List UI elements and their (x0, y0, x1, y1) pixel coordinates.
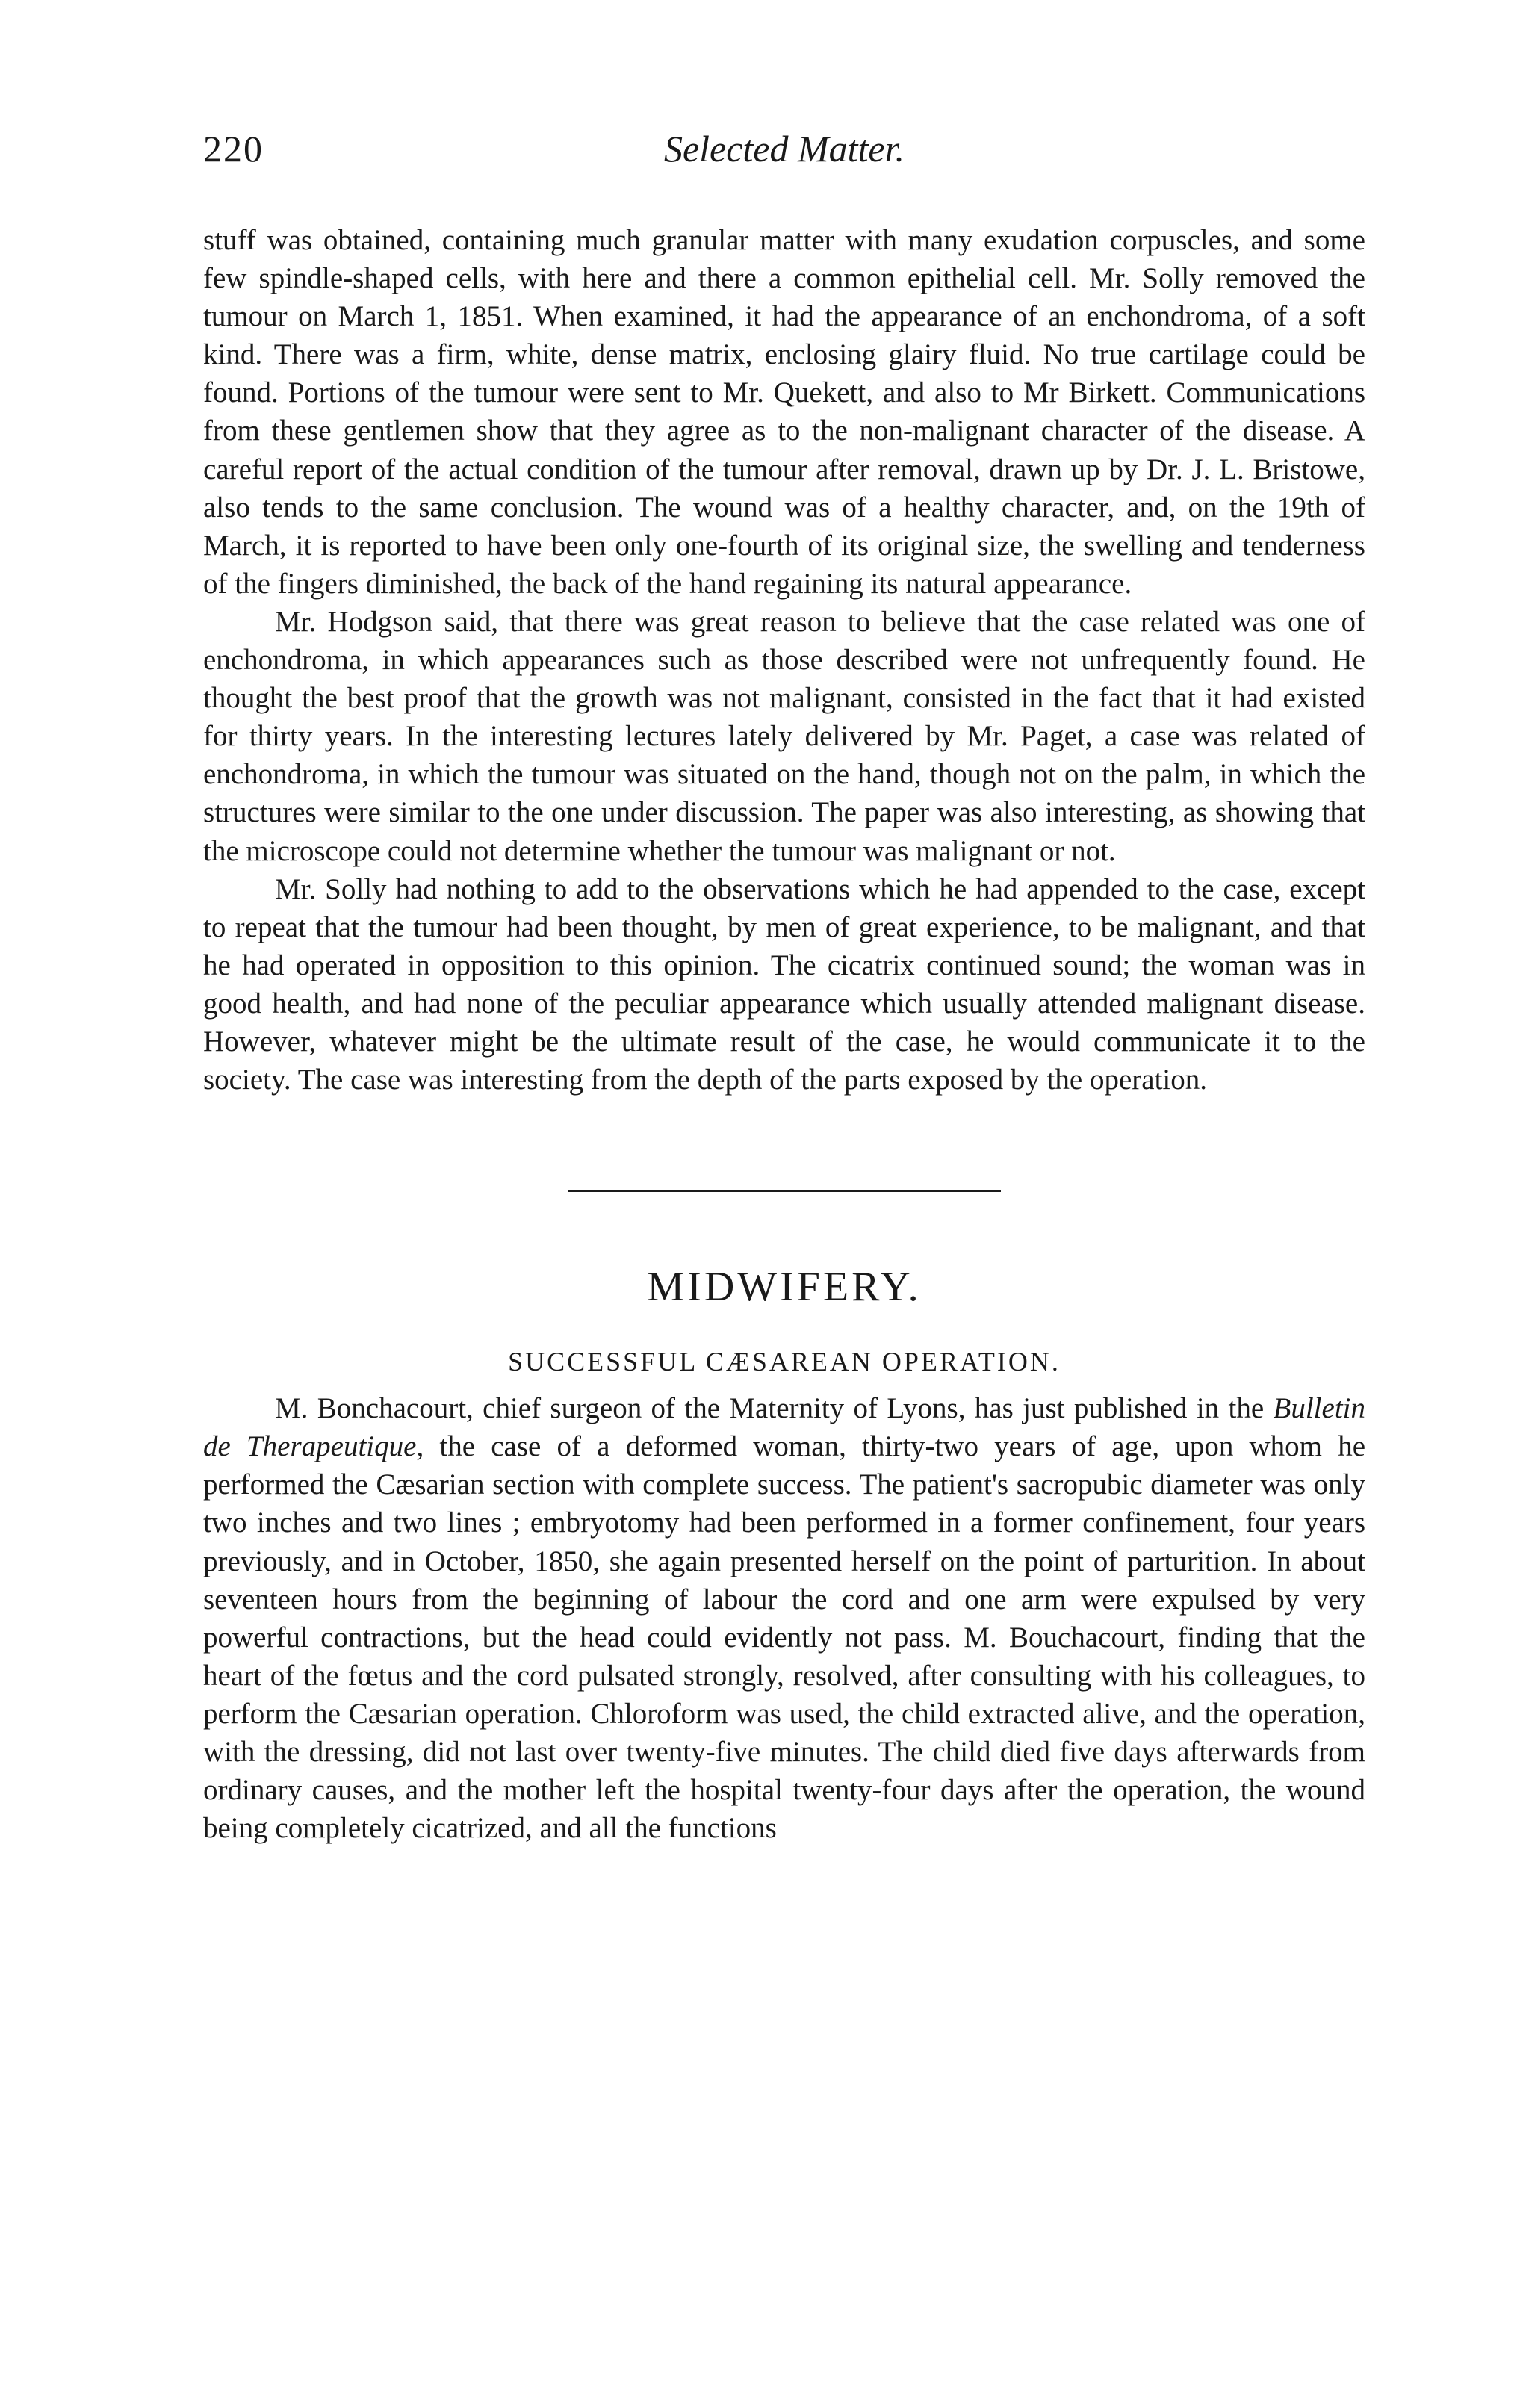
running-head (203, 127, 1365, 187)
case-report-paragraph-3: Mr. Solly had nothing to add to the observations which he had appended to the case, except to repeat that the tumour had been thought, by men of great experience, to be malignant, and that he had operated in opposition to this opinion. The cicatrix continued sound; the woman was in good health, and had none of the peculiar appearance which usually attended malignant disease. However, whatever might be the ultimate result of the case, he would communicate it to the society. The case was interesting from the depth of the parts exposed by the operation. (203, 872, 1365, 1096)
journal-title: Bulletin de Therapeutique, (203, 1392, 1365, 1463)
case-report-section (203, 221, 1365, 1099)
article-body (203, 1389, 1365, 1847)
running-title: Selected Matter. (663, 128, 905, 170)
article-paragraph-body: the case of a deformed woman, thirty-two years of age, upon whom he performed the Cæsarian section with complete success. The patient's sacropubic diameter was only two inches and two lines ; embryotomy had been performed in a former confinement, four years previously, and in October, 1850, she again presented herself on the point of parturition. In about seventeen hours from the beginning of labour the cord and one arm were expulsed by very powerful contractions, but the head could evidently not pass. M. Bouchacourt, finding that the heart of the fœtus and the cord pulsated strongly, resolved, after consulting with his colleagues, to perform the Cæsarian operation. Chloroform was used, the child extracted alive, and the operation, with the dressing, did not last over twenty-five minutes. The child died five days afterwards from ordinary causes, and the mother left the hospital twenty-four days after the operation, the wound being completely cicatrized, and all the functions (203, 1430, 1365, 1845)
midwifery-section-heading: MIDWIFERY. (647, 1264, 922, 1311)
page-number: 220 (203, 128, 264, 170)
article-heading: SUCCESSFUL CÆSAREAN OPERATION. (508, 1347, 1061, 1377)
case-report-paragraph-2: Mr. Hodgson said, that there was great reason to believe that the case related was one of enchondroma, in which appearances such as those described were not unfrequently found. He thought the best proof that the growth was not malignant, consisted in the fact that it had existed for thirty years. In the interesting lectures lately delivered by Mr. Paget, a case was related of enchondroma, in which the tumour was situated on the hand, though not on the palm, in which the structures were similar to the one under discussion. The paper was also interesting, as showing that the microscope could not determine whether the tumour was malignant or not. (203, 605, 1365, 867)
article-paragraph-intro: M. Bonchacourt, chief surgeon of the Maternity of Lyons, has just published in the (275, 1392, 1274, 1425)
article-paragraph (203, 1389, 1365, 1847)
book-page (203, 127, 1365, 1847)
section-divider-rule (568, 1190, 1001, 1192)
case-report-paragraph-1: stuff was obtained, containing much granular matter with many exudation corpuscles, and some few spindle-shaped cells, with here and there a common epithelial cell. Mr. Solly removed the tumour on March 1, 1851. When examined, it had the appearance of an enchondroma, of a soft kind. There was a firm, white, dense matrix, enclosing glairy fluid. No true cartilage could be found. Portions of the tumour were sent to Mr. Quekett, and also to Mr Birkett. Communications from these gentlemen show that they agree as to the non-malignant character of the disease. A careful report of the actual condition of the tumour after removal, drawn up by Dr. J. L. Bristowe, also tends to the same conclusion. The wound was of a healthy character, and, on the 19th of March, it is reported to have been only one-fourth of its original size, the swelling and tenderness of the fingers diminished, the back of the hand regaining its natural appearance. (203, 224, 1365, 600)
